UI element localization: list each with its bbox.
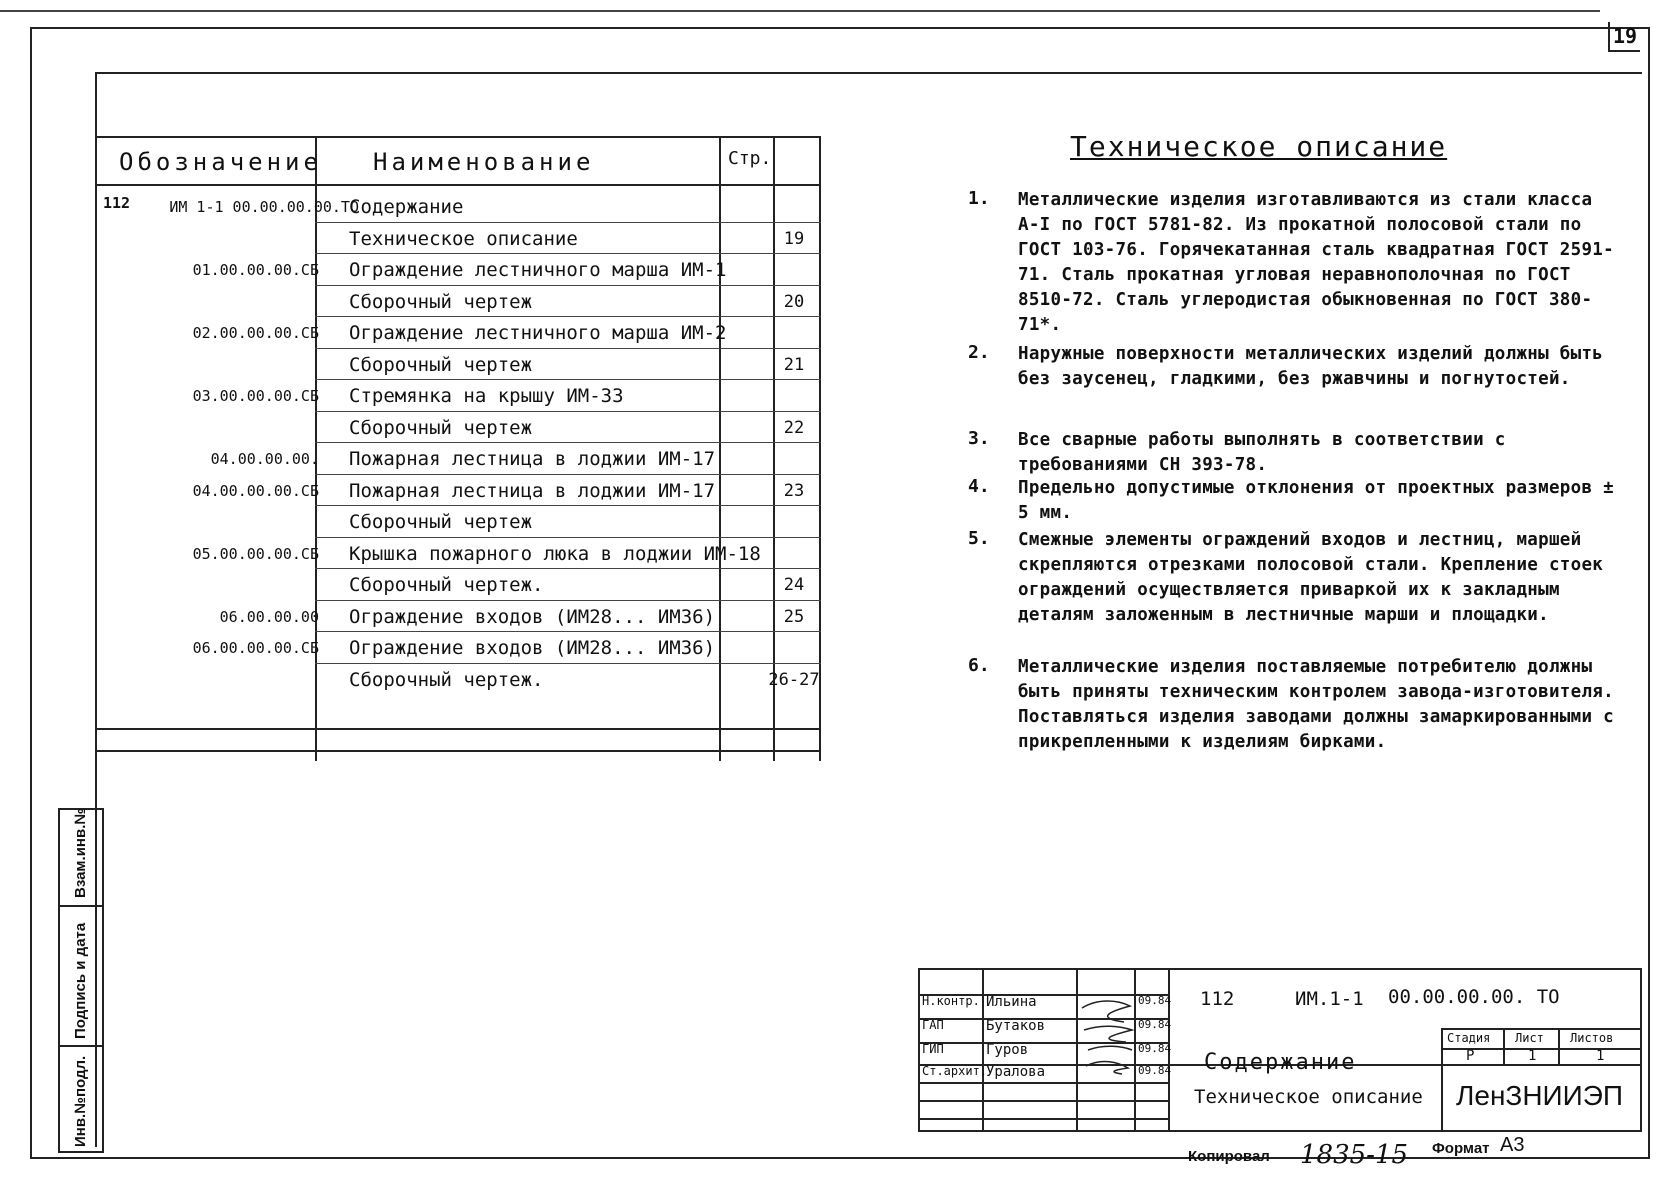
table-row — [97, 663, 821, 696]
row-page: 19 — [783, 228, 805, 249]
tb-stage: Р — [1466, 1048, 1475, 1064]
item-number: 1. — [968, 188, 990, 209]
row-name: Пожарная лестница в лоджии ИМ-17 — [349, 448, 716, 470]
item-number: 3. — [968, 428, 990, 449]
table-row — [97, 253, 821, 286]
item-text: Металлические изделия поставляемые потребителю должны быть приняты техническим контролем завода-изготовителя. Поставляться изделия заводами должны замаркированными с прикрепленными к изделиям бирками. — [1018, 657, 1614, 752]
row-name: Содержание — [349, 196, 464, 218]
table-row — [97, 568, 821, 601]
table-row — [97, 379, 821, 412]
side-stamp — [58, 808, 104, 1153]
row-page: 24 — [783, 575, 805, 595]
tb-title-line1: Содержание — [1204, 1050, 1357, 1075]
row-name: Крышка пожарного люка в лоджии ИМ-18 — [349, 542, 761, 565]
table-row — [97, 474, 821, 507]
tb-date: 09.84 — [1138, 1042, 1172, 1055]
tb-person: Бутаков — [986, 1018, 1046, 1034]
tb-role: ГАП — [922, 1018, 944, 1032]
row-designation: 04.00.00.00.СБ — [192, 481, 319, 500]
row-designation: 01.00.00.00.СБ — [192, 261, 319, 279]
side-label-inv: Инв.№подл. — [72, 1055, 89, 1147]
item-text: Наружные поверхности металлических изделий должны быть без заусенец, гладкими, без ржавчины и погнутостей. — [1018, 344, 1604, 389]
row-designation: 02.00.00.00.СБ — [192, 324, 319, 342]
tb-date: 09.84 — [1138, 1064, 1172, 1077]
row-name: Сборочный чертеж — [349, 511, 533, 533]
row-designation: 05.00.00.00.СБ — [192, 544, 319, 563]
side-label-vzam: Взам.инв.№ — [72, 807, 89, 898]
table-row — [97, 348, 821, 381]
item-text: Предельно допустимые отклонения от проектных размеров ± 5 мм. — [1018, 478, 1614, 523]
row-designation: 06.00.00.00.СБ — [192, 639, 319, 657]
table-row — [97, 600, 821, 633]
table-row — [97, 222, 821, 255]
tb-date: 09.84 — [1138, 1018, 1172, 1031]
tb-role: ГИП — [922, 1042, 944, 1056]
side-cell-inv — [60, 1047, 102, 1151]
sheet-number: 19 — [1608, 22, 1640, 52]
row-name: Ограждение лестничного марша ИМ-2 — [349, 322, 727, 344]
row-designation: 06.00.00.00 — [219, 607, 319, 626]
tb-date: 09.84 — [1138, 994, 1172, 1007]
row-page: 20 — [783, 291, 805, 312]
table-row — [97, 631, 821, 664]
tb-sheets: 1 — [1596, 1048, 1605, 1064]
item-text: Смежные элементы ограждений входов и лестниц, маршей скрепляются отрезками полосовой стали. Крепление стоек ограждений осуществляется приваркой их к закладным деталям заложенным в лестничные марши и площадки. — [1018, 530, 1604, 625]
tb-sheet-label: Лист — [1515, 1031, 1544, 1045]
series-prefix: 112 — [103, 194, 131, 212]
tb-doc: 00.00.00.00. ТО — [1388, 986, 1560, 1008]
tb-sheets-label: Листов — [1570, 1031, 1614, 1045]
tb-role: Н.контр. — [922, 994, 980, 1008]
copied-label: Копировал — [1188, 1148, 1270, 1165]
signature-marks — [1078, 978, 1138, 1078]
row-page: 23 — [783, 480, 805, 501]
item-number: 6. — [968, 655, 990, 676]
tb-sheet: 1 — [1528, 1048, 1537, 1064]
row-name: Сборочный чертеж — [349, 416, 533, 439]
tb-person: Гуров — [986, 1042, 1029, 1058]
top-border-line — [0, 10, 1600, 12]
tb-code: ИМ.1-1 — [1295, 988, 1364, 1010]
description-title: Техническое описание — [1070, 130, 1448, 163]
row-name: Сборочный чертеж — [349, 353, 533, 376]
format-label: Формат — [1432, 1140, 1490, 1157]
table-row — [97, 442, 821, 475]
tb-person: Уралова — [986, 1064, 1046, 1080]
row-name: Сборочный чертеж. — [349, 574, 544, 596]
table-row — [97, 411, 821, 444]
side-cell-vzam — [60, 807, 102, 907]
row-page: 26-27 — [768, 669, 820, 690]
copied-value: 1835-15 — [1300, 1140, 1409, 1170]
item-number: 4. — [968, 476, 990, 497]
row-name: Техническое описание — [349, 227, 578, 250]
row-name: Ограждение лестничного марша ИМ-1 — [349, 259, 727, 281]
row-page: 21 — [783, 354, 805, 375]
contents-table — [97, 136, 821, 761]
title-block — [918, 968, 1642, 1132]
item-number: 5. — [968, 528, 990, 549]
tb-title-line2: Техническое описание — [1194, 1086, 1423, 1108]
side-cell-podpis — [60, 907, 102, 1047]
row-name: Стремянка на крышу ИМ-33 — [349, 385, 624, 407]
table-row — [97, 505, 821, 538]
tb-person: Ильина — [986, 994, 1037, 1010]
table-row — [97, 190, 821, 223]
item-text: Металлические изделия изготавливаются из стали класса А-I по ГОСТ 5781-82. Из прокатной полосовой стали по ГОСТ 103-76. Горячекатанная сталь квадратная ГОСТ 2591-71. Сталь прокатная угловая неравнополочная по ГОСТ 8510-72. Сталь углеродистая обыкновенная по ГОСТ 380-71*. — [1018, 190, 1614, 335]
row-name: Ограждение входов (ИМ28... ИМ36) — [349, 637, 716, 659]
item-text: Все сварные работы выполнять в соответствии с требованиями СН 393-78. — [1018, 430, 1506, 475]
row-name: Сборочный чертеж — [349, 290, 533, 313]
table-row — [97, 537, 821, 570]
tb-series: 112 — [1200, 988, 1235, 1010]
row-name: Сборочный чертеж. — [349, 668, 544, 691]
row-designation: ИМ 1-1 00.00.00.00.ТО — [169, 198, 359, 216]
tb-stage-label: Стадия — [1447, 1031, 1491, 1045]
row-name: Ограждение входов (ИМ28... ИМ36) — [349, 605, 716, 628]
header-name: Наименование — [373, 148, 595, 176]
row-name: Пожарная лестница в лоджии ИМ-17 — [349, 479, 716, 502]
format-value: А3 — [1500, 1134, 1525, 1156]
side-label-podpis: Подпись и дата — [72, 922, 89, 1039]
row-page: 25 — [783, 606, 805, 627]
tb-role: Ст.архит. — [922, 1064, 988, 1078]
header-designation: Обозначение — [119, 148, 322, 176]
row-page: 22 — [783, 417, 805, 438]
row-designation: 04.00.00.00. — [210, 450, 319, 468]
item-number: 2. — [968, 342, 990, 363]
row-designation: 03.00.00.00.СБ — [192, 387, 319, 405]
table-row — [97, 285, 821, 318]
table-row — [97, 316, 821, 349]
header-page: Стр. — [728, 148, 772, 169]
tb-organization: ЛенЗНИИЭП — [1456, 1080, 1624, 1111]
